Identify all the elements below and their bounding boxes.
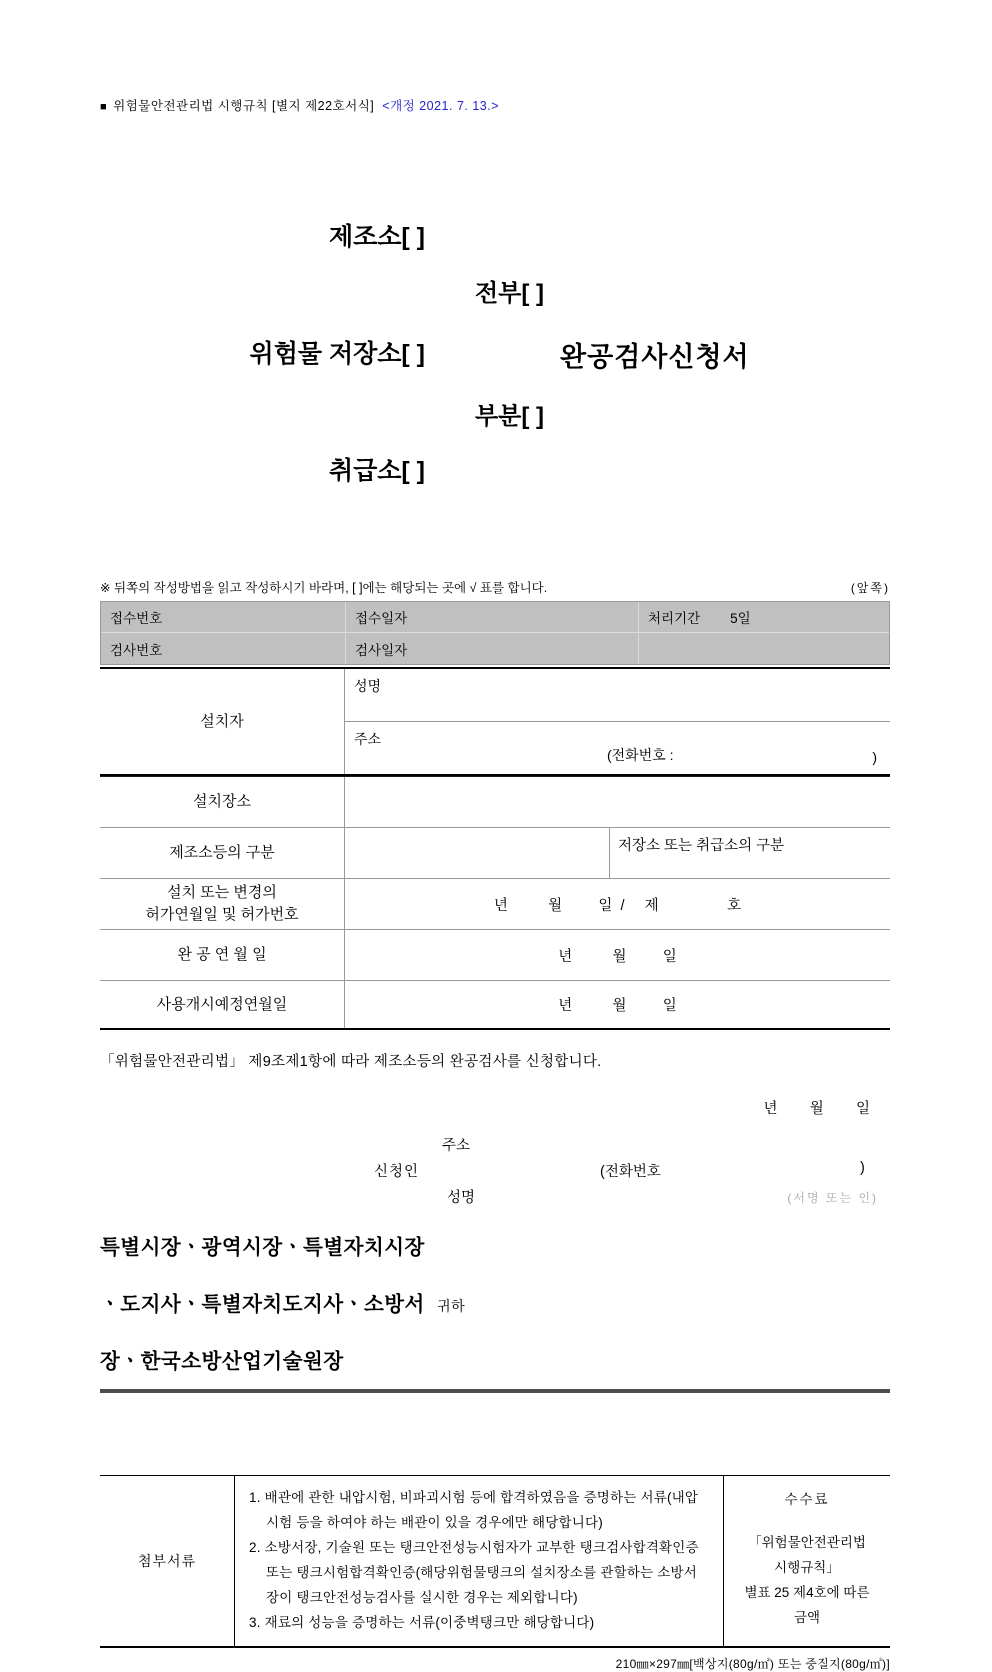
fee-line-4: 금액	[793, 1610, 821, 1625]
receipt-date-label: 접수일자	[345, 602, 638, 633]
category-field	[345, 828, 610, 878]
recipient-line-2-text: ㆍ도지사ㆍ특별자치도지사ㆍ소방서	[100, 1293, 425, 1316]
start-date-placeholder: 년 월 일	[558, 998, 677, 1014]
applicant-label: 신청인	[374, 1164, 420, 1180]
facility-type-options	[100, 140, 425, 569]
black-square-icon: ■	[100, 101, 108, 113]
page-side-label: (앞쪽)	[850, 581, 890, 595]
form-page	[100, 96, 890, 1672]
receipt-number-label: 접수번호	[101, 602, 345, 633]
installer-value-area	[345, 669, 890, 774]
permit-date-placeholder: 년 월 일 / 제 호	[493, 897, 742, 914]
scope-option-partial: 부분[ ]	[475, 402, 545, 430]
recipient-honorific: 귀하	[437, 1298, 466, 1314]
permit-label-line2: 허가연월일 및 허가번호	[145, 906, 299, 923]
name-label: 성명	[354, 678, 382, 694]
completion-date-label: 완 공 연 월 일	[100, 930, 345, 980]
fee-label: 수수료	[784, 1492, 830, 1507]
attachments-list	[235, 1476, 724, 1646]
facility-option-storage: 위험물 저장소[ ]	[249, 340, 425, 368]
storage-handling-category-label: 저장소 또는 취급소의 구분	[618, 838, 785, 854]
installation-site-label: 설치장소	[100, 777, 345, 827]
applicant-block	[100, 1128, 890, 1216]
inspection-number-label: 검사번호	[110, 642, 163, 658]
permit-date-label	[100, 879, 345, 929]
installer-address-field	[345, 722, 890, 774]
recipient-block	[100, 1230, 890, 1374]
section-divider-rule	[100, 1389, 890, 1393]
installation-site-field	[345, 777, 890, 827]
empty-period-cell	[638, 633, 889, 664]
application-info-table	[100, 667, 890, 1030]
phone-close-paren: )	[872, 749, 877, 765]
applicant-name-label: 성명	[447, 1190, 476, 1206]
permit-date-row	[100, 878, 890, 929]
completion-date-field	[345, 930, 890, 980]
address-label: 주소	[354, 731, 382, 747]
start-date-label: 사용개시예정연월일	[100, 981, 345, 1028]
declaration-date-line: 년 월 일	[763, 1101, 870, 1117]
signature-or-seal-note: (서명 또는 인)	[787, 1191, 878, 1205]
declaration-statement: 「위험물안전관리법」 제9조제1항에 따라 제조소등의 완공검사를 신청합니다.	[100, 1054, 602, 1070]
law-reference-line	[100, 96, 890, 114]
installer-name-field	[345, 669, 890, 722]
facility-option-manufacturing: 제조소[ ]	[328, 223, 425, 251]
fee-cell	[724, 1476, 890, 1646]
applicant-address-label: 주소	[442, 1138, 471, 1154]
scope-options	[475, 191, 544, 519]
attachment-item-1: 1. 배관에 관한 내압시험, 비파괴시험 등에 합격하였음을 증명하는 서류(내압시험 등을 하여야 하는 배관이 있을 경우에만 해당합니다)	[249, 1490, 699, 1530]
scope-option-full: 전부[ ]	[475, 279, 545, 307]
receipt-table	[100, 601, 890, 665]
attachment-item-3: 3. 재료의 성능을 증명하는 서류(이중벽탱크만 해당합니다)	[249, 1614, 595, 1630]
completion-date-row	[100, 929, 890, 980]
phone-label: (전화번호 :	[607, 747, 674, 763]
installer-label: 설치자	[100, 669, 345, 774]
paper-spec-footer: 210㎜×297㎜[백상지(80g/㎡) 또는 중질지(80g/㎡)]	[615, 1656, 890, 1671]
processing-period-label: 처리기간	[648, 611, 701, 626]
attachments-label: 첨부서류	[100, 1476, 235, 1646]
installation-site-row	[100, 777, 890, 827]
permit-date-field	[345, 879, 890, 929]
form-title-block	[100, 140, 890, 569]
fee-line-1: 「위험물안전관리법	[748, 1535, 866, 1550]
completion-date-placeholder: 년 월 일	[558, 948, 677, 965]
installer-row	[100, 669, 890, 774]
law-reference-text: 위험물안전관리법 시행규칙 [별지 제22호서식]	[113, 99, 375, 113]
applicant-phone-label: (전화번호	[600, 1164, 661, 1180]
applicant-phone-close-paren: )	[860, 1160, 865, 1176]
category-label: 제조소등의 구분	[100, 828, 345, 878]
instruction-line	[100, 578, 890, 596]
fee-line-3: 별표 25 제4호에 따른	[744, 1585, 870, 1600]
permit-label-line1: 설치 또는 변경의	[167, 884, 277, 901]
attachment-item-2: 2. 소방서장, 기술원 또는 탱크안전성능시험자가 교부한 탱크검사합격확인증 또는 탱크시험합격확인증(해당위험물탱크의 설치장소를 관할하는 소방서장이 탱크안전성능검사를 실시한 경우는 제외합니다)	[249, 1539, 699, 1605]
facility-option-handling: 취급소[ ]	[328, 457, 425, 485]
recipient-line-1: 특별시장ㆍ광역시장ㆍ특별자치시장	[100, 1236, 425, 1259]
page-title: 완공검사신청서	[560, 342, 750, 372]
recipient-line-3: 장ㆍ한국소방산업기술원장	[100, 1350, 344, 1373]
fee-line-2: 시행규칙」	[774, 1560, 840, 1575]
processing-period-cell	[638, 602, 889, 633]
instruction-text: ※ 뒤쪽의 작성방법을 읽고 작성하시기 바라며, [ ]에는 해당되는 곳에 √ 표를 합니다.	[100, 581, 548, 595]
attachments-table	[100, 1475, 890, 1648]
recipient-line-2	[100, 1287, 890, 1317]
inspection-date-label: 검사일자	[345, 633, 638, 664]
start-date-row	[100, 980, 890, 1028]
processing-period-value: 5일	[730, 611, 751, 626]
fee-description	[730, 1530, 884, 1630]
start-date-field	[345, 981, 890, 1028]
revision-note: <개정 2021. 7. 13.>	[382, 99, 500, 113]
category-row	[100, 827, 890, 878]
